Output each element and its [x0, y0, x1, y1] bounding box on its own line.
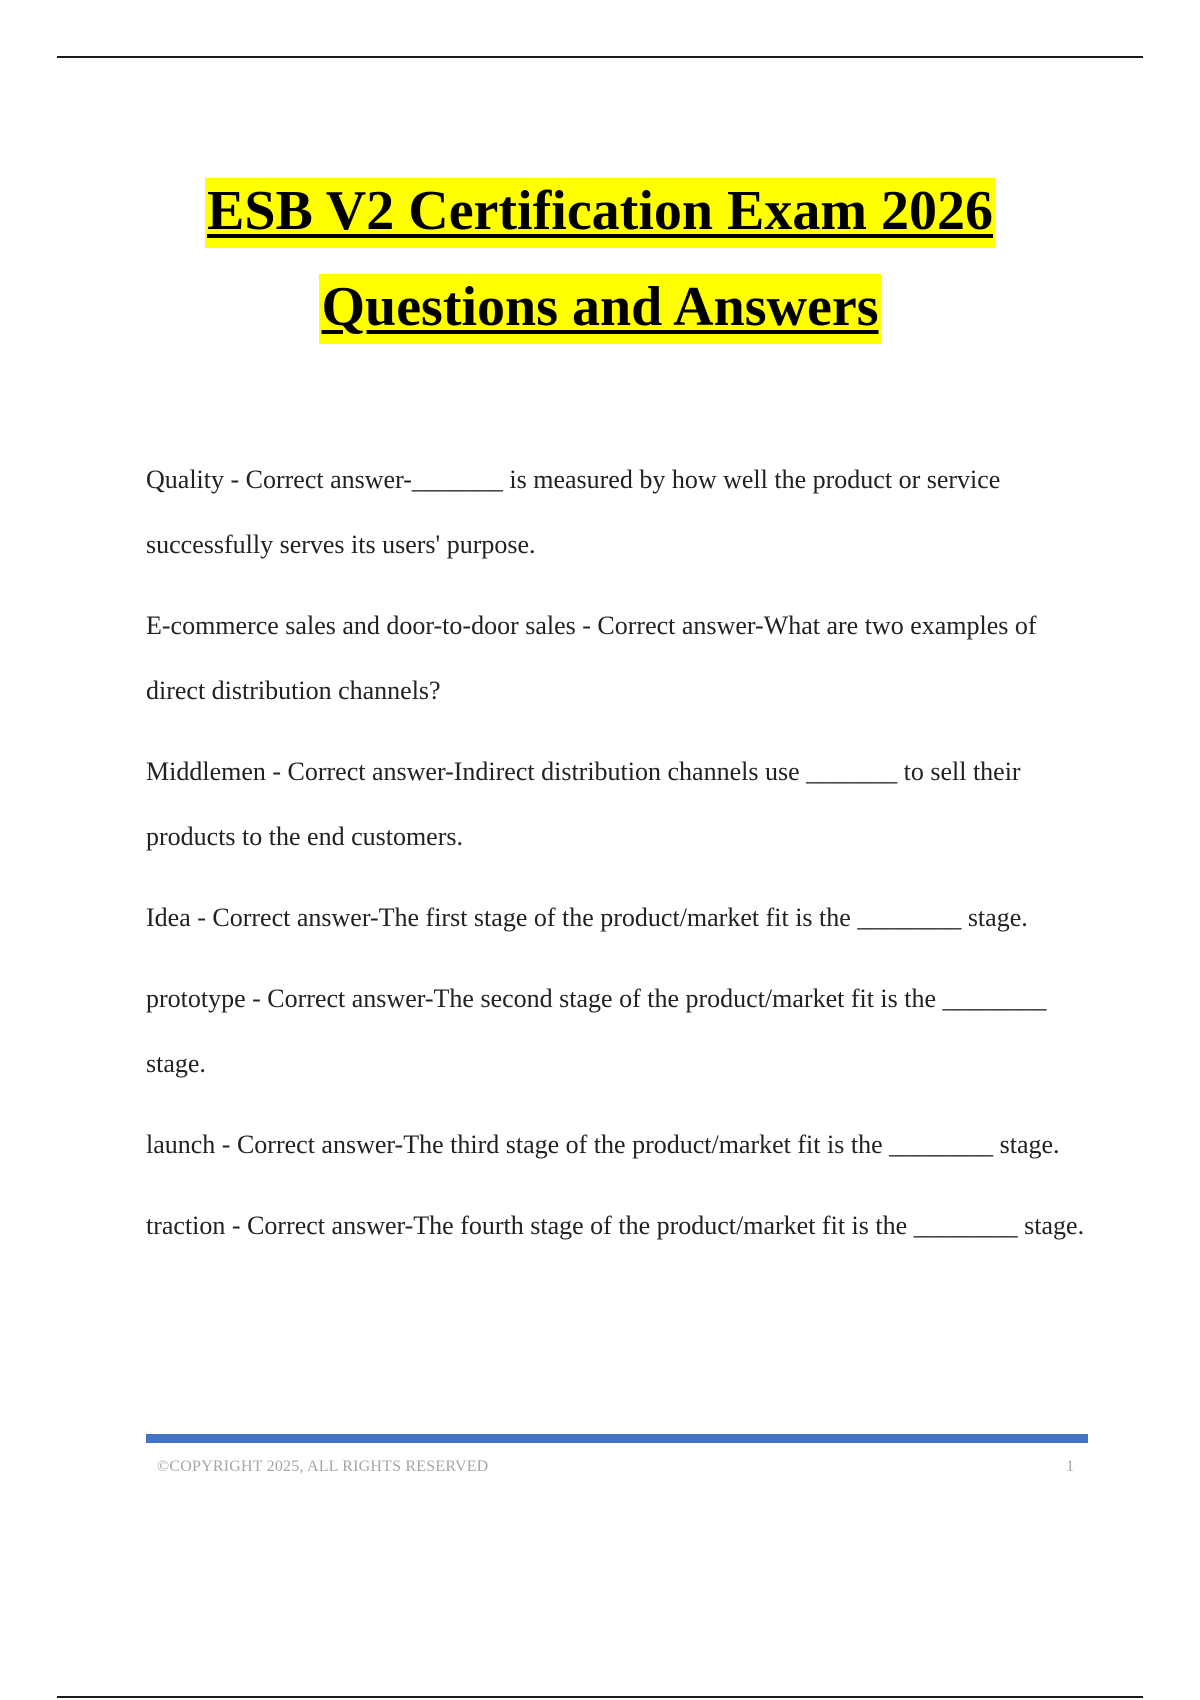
- footer-page-number: 1: [1066, 1458, 1074, 1475]
- qa-item-prototype: prototype - Correct answer-The second stage of the product/market fit is the ________ stage.: [146, 984, 1047, 1078]
- top-rule: [57, 56, 1143, 58]
- bottom-rule: [57, 1696, 1143, 1698]
- qa-item-launch: launch - Correct answer-The third stage of the product/market fit is the ________ stage.: [146, 1130, 1060, 1159]
- footer-bar: [146, 1434, 1088, 1443]
- footer-copyright: ©COPYRIGHT 2025, ALL RIGHTS RESERVED: [157, 1458, 489, 1475]
- qa-item-middlemen: Middlemen - Correct answer-Indirect distribution channels use _______ to sell their products to the end customers.: [146, 757, 1021, 851]
- qa-item-idea: Idea - Correct answer-The first stage of the product/market fit is the ________ stage.: [146, 903, 1028, 932]
- document-title: [0, 178, 1200, 344]
- qa-item-ecommerce: E-commerce sales and door-to-door sales - Correct answer-What are two examples of direct distribution channels?: [146, 611, 1037, 705]
- qa-list: [146, 447, 1096, 1274]
- title-line-2: Questions and Answers: [319, 274, 880, 344]
- qa-item-traction: traction - Correct answer-The fourth stage of the product/market fit is the ________ stage.: [146, 1211, 1085, 1240]
- title-line-1: ESB V2 Certification Exam 2026: [205, 178, 995, 248]
- qa-item-quality: Quality - Correct answer-_______ is measured by how well the product or service successfully serves its users' purpose.: [146, 465, 1001, 559]
